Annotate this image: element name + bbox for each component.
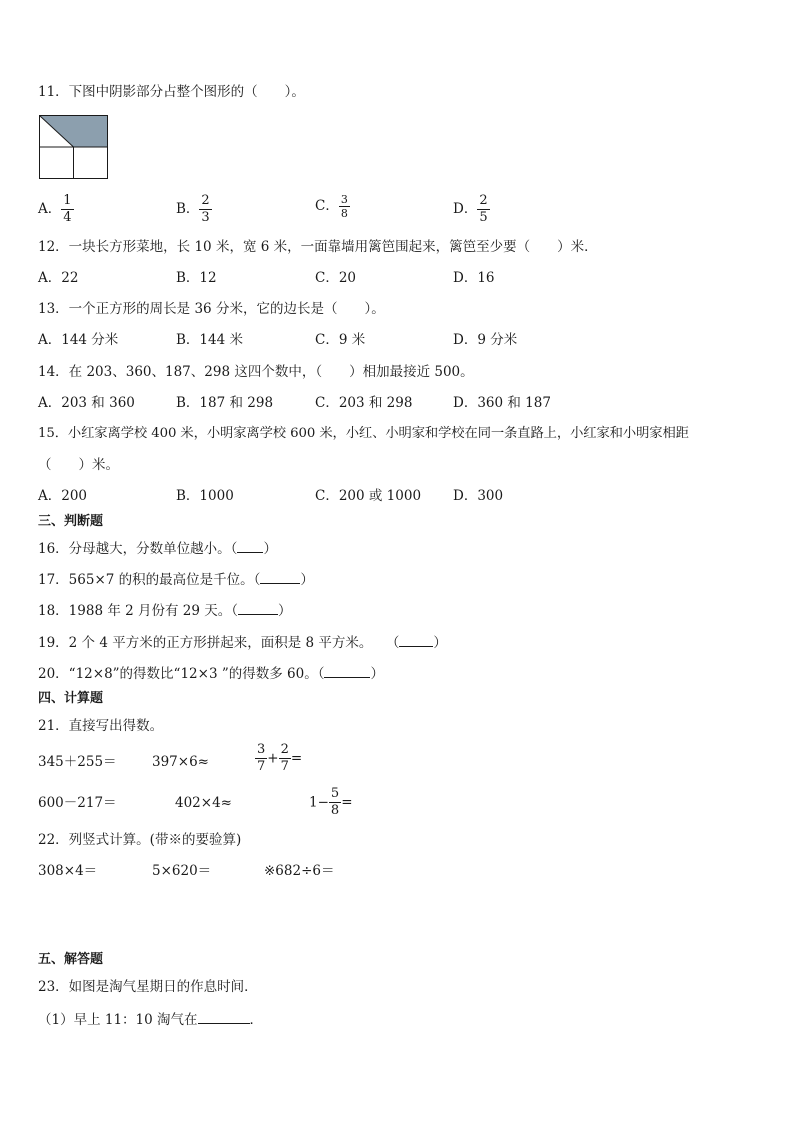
q22-expr-3: ※682÷6＝ xyxy=(264,863,335,879)
q14-option-a[interactable]: A．203 和 360 xyxy=(38,395,135,411)
q13-option-c[interactable]: C．9 米 xyxy=(315,332,366,348)
q22-expr-1: 308×4＝ xyxy=(38,863,98,879)
answer-blank[interactable] xyxy=(198,1009,250,1024)
q12-option-b[interactable]: B．12 xyxy=(176,270,217,286)
fraction: $\frac{1}{4}$ xyxy=(63,193,72,225)
q15-option-b[interactable]: B．1000 xyxy=(176,488,234,504)
q11-shaded-region xyxy=(40,116,108,148)
q18-item: 18．1988 年 2 月份有 29 天。（ ） xyxy=(38,600,292,621)
answer-blank[interactable] xyxy=(399,632,433,647)
q13-option-a[interactable]: A．144 分米 xyxy=(38,332,119,348)
q22-expr-2: 5×620＝ xyxy=(152,863,212,879)
q21-expr-4: 600－217＝ xyxy=(38,795,117,811)
q19-item: 19．2 个 4 平方米的正方形拼起来，面积是 8 平方米。 （ ） xyxy=(38,632,447,653)
section-heading-solve: 五、解答题 xyxy=(38,952,104,967)
q13-stem: 13．一个正方形的周长是 36 分米，它的边长是（ ）。 xyxy=(38,301,385,317)
q14-option-d[interactable]: D．360 和 187 xyxy=(453,395,551,411)
q23-sub1: （1）早上 11：10 淘气在 ． xyxy=(38,1009,263,1030)
q12-option-a[interactable]: A．22 xyxy=(38,270,79,286)
q13-option-d[interactable]: D．9 分米 xyxy=(453,332,518,348)
q11-option-c[interactable]: C． $\frac{3}{8}$ xyxy=(315,193,348,220)
answer-blank[interactable] xyxy=(238,600,278,615)
q15-option-c[interactable]: C．200 或 1000 xyxy=(315,488,422,504)
section-heading-calc: 四、计算题 xyxy=(38,691,104,706)
fraction: $\frac{2}{7}$ xyxy=(280,742,289,774)
q14-option-c[interactable]: C．203 和 298 xyxy=(315,395,413,411)
q15-option-a[interactable]: A．200 xyxy=(38,488,88,504)
fraction: $\frac{5}{8}$ xyxy=(330,786,340,818)
q15-option-d[interactable]: D．300 xyxy=(453,488,504,504)
q21-stem: 21．直接写出得数。 xyxy=(38,718,164,734)
fraction: $\frac{2}{5}$ xyxy=(479,193,488,225)
answer-blank[interactable] xyxy=(260,569,300,584)
q16-item: 16．分母越大，分数单位越小。（ ） xyxy=(38,538,277,559)
q21-expr-5: 402×4≈ xyxy=(175,795,232,811)
answer-blank[interactable] xyxy=(237,538,263,553)
q12-option-d[interactable]: D．16 xyxy=(453,270,495,286)
q21-expr-2: 397×6≈ xyxy=(152,754,209,770)
q14-stem: 14．在 203、360、187、298 这四个数中，（ ）相加最接近 500。 xyxy=(38,364,474,380)
fraction: $\frac{2}{3}$ xyxy=(201,193,210,225)
q23-stem: 23．如图是淘气星期日的作息时间． xyxy=(38,979,258,995)
q21-expr-1: 345＋255＝ xyxy=(38,754,117,770)
q20-item: 20．“12×8”的得数比“12×3 ”的得数多 60。（ ） xyxy=(38,663,384,684)
section-heading-judge: 三、判断题 xyxy=(38,514,104,529)
answer-blank[interactable] xyxy=(324,663,370,678)
q12-stem: 12．一块长方形菜地，长 10 米，宽 6 米，一面靠墙用篱笆围起来，篱笆至少要（ ）米． xyxy=(38,239,598,255)
q11-option-b[interactable]: B． $\frac{2}{3}$ xyxy=(176,193,210,225)
q17-item: 17．565×7 的积的最高位是千位。（ ） xyxy=(38,569,314,590)
fraction: $\frac{3}{8}$ xyxy=(340,193,348,220)
q21-expr-6: 1− $\frac{5}{8}$ = xyxy=(309,786,353,818)
q12-option-c[interactable]: C．20 xyxy=(315,270,357,286)
q11-stem: 11．下图中阴影部分占整个图形的（ ）。 xyxy=(38,84,305,100)
q15-stem-line2: （ ）米。 xyxy=(38,457,119,473)
fraction: $\frac{3}{7}$ xyxy=(257,742,266,774)
q11-figure xyxy=(39,115,109,179)
q21-expr-3: $\frac{3}{7}$ + $\frac{2}{7}$ = xyxy=(257,742,303,774)
q22-stem: 22．列竖式计算。(带※的要验算) xyxy=(38,832,242,848)
q14-option-b[interactable]: B．187 和 298 xyxy=(176,395,274,411)
q11-option-a[interactable]: A． $\frac{1}{4}$ xyxy=(38,193,72,225)
q11-option-d[interactable]: D． $\frac{2}{5}$ xyxy=(453,193,488,225)
q15-stem-line1: 15．小红家离学校 400 米，小明家离学校 600 米，小红、小明家和学校在同一条直路上，小红家和小明家相距 xyxy=(38,426,689,441)
q13-option-b[interactable]: B．144 米 xyxy=(176,332,243,348)
